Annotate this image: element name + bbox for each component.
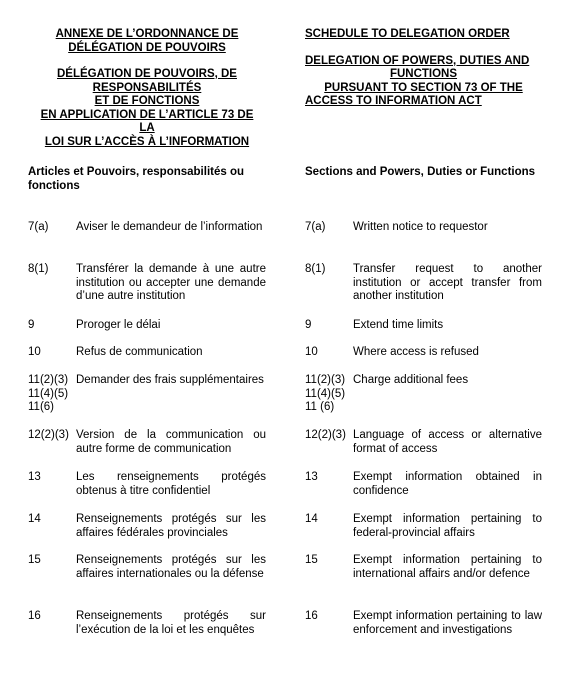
title-line: ACCESS TO INFORMATION ACT	[305, 95, 482, 107]
section-description: Refus de communication	[76, 346, 203, 358]
section-number: 16	[28, 610, 41, 622]
title-line: SCHEDULE TO DELEGATION ORDER	[305, 28, 510, 40]
section-number: 14	[28, 513, 41, 525]
table-row	[305, 346, 542, 360]
table-row	[305, 471, 542, 498]
table-row	[305, 319, 542, 333]
section-number: 8(1)	[305, 263, 326, 275]
table-row	[28, 319, 266, 333]
table-row	[28, 610, 266, 637]
table-row	[28, 346, 266, 360]
section-number: 15	[305, 554, 318, 566]
section-number: 13	[305, 471, 318, 483]
title-line: EN APPLICATION DE L’ARTICLE 73 DE	[40, 108, 254, 121]
title-line: DÉLÉGATION DE POUVOIRS	[68, 41, 226, 54]
table-row	[28, 374, 266, 415]
table-row	[28, 513, 266, 540]
table-row	[305, 221, 542, 235]
table-row	[305, 610, 542, 637]
table-row	[305, 263, 542, 304]
section-description: Exempt information obtained in confidence	[353, 471, 542, 497]
section-number: 11(2)(3) 11(4)(5) 11(6)	[28, 374, 69, 413]
section-number: 13	[28, 471, 41, 483]
section-description: Les renseignements protégés obtenus à titre confidentiel	[76, 471, 266, 497]
title-line: PURSUANT TO SECTION 73 OF THE	[324, 81, 523, 94]
section-description: Renseignements protégés sur les affaires internationales ou la défense	[76, 554, 266, 580]
table-row	[305, 554, 542, 581]
title-line: FUNCTIONS	[389, 68, 458, 80]
french-heading: Articles et Pouvoirs, responsabilités ou fonctions	[28, 166, 245, 192]
section-description: Extend time limits	[353, 319, 444, 331]
section-description: Where access is refused	[353, 346, 479, 358]
table-row	[305, 429, 542, 456]
section-description: Exempt information pertaining to international affairs and/or defence	[353, 554, 542, 580]
title-line: DÉLÉGATION DE POUVOIRS, DE	[57, 68, 237, 80]
french-title-block-2	[28, 68, 266, 149]
section-description: Proroger le délai	[76, 319, 161, 331]
section-description: Language of access or alternative format of access	[353, 429, 542, 455]
section-description: Exempt information pertaining to federal-provincial affairs	[353, 513, 542, 539]
section-number: 15	[28, 554, 41, 566]
english-title	[305, 28, 542, 109]
table-row	[28, 221, 266, 235]
title-line: LA	[139, 122, 155, 134]
section-number: 9	[305, 319, 312, 331]
title-line: LOI SUR L’ACCÈS À L’INFORMATION	[44, 135, 250, 148]
section-description: Demander des frais supplémentaires	[76, 374, 264, 386]
english-title-block-1	[305, 28, 542, 42]
english-heading: Sections and Powers, Duties or Functions	[305, 166, 536, 178]
section-number: 16	[305, 610, 318, 622]
section-number: 9	[28, 319, 35, 331]
table-row	[305, 513, 542, 540]
section-description: Exempt information pertaining to law enforcement and investigations	[353, 610, 542, 636]
table-row	[305, 374, 542, 415]
title-line: ET DE FONCTIONS	[94, 95, 200, 107]
table-row	[28, 471, 266, 498]
title-line: ANNEXE DE L’ORDONNANCE DE	[55, 28, 239, 40]
table-row	[28, 263, 266, 304]
table-row	[28, 429, 266, 456]
section-description: Transférer la demande à une autre institution ou accepter une demande d’une autre institution	[76, 263, 266, 302]
section-number: 10	[305, 346, 318, 358]
section-description: Renseignements protégés sur l’exécution de la loi et les enquêtes	[76, 610, 266, 636]
english-title-block-2	[305, 55, 542, 109]
french-title-block-1	[28, 28, 266, 55]
section-number: 14	[305, 513, 318, 525]
title-line: RESPONSABILITÉS	[92, 81, 202, 94]
section-description: Transfer request to another institution or accept transfer from another institution	[353, 263, 542, 302]
section-number: 12(2)(3)	[305, 429, 346, 441]
section-number: 7(a)	[305, 221, 326, 233]
title-line: DELEGATION OF POWERS, DUTIES AND	[305, 54, 530, 67]
section-number: 10	[28, 346, 41, 358]
section-description: Version de la communication ou autre forme de communication	[76, 429, 266, 455]
section-number: 8(1)	[28, 263, 49, 275]
table-row	[28, 554, 266, 581]
section-description: Written notice to requestor	[353, 221, 488, 233]
french-title	[28, 28, 266, 149]
section-number: 7(a)	[28, 221, 49, 233]
section-number: 11(2)(3) 11(4)(5) 11 (6)	[305, 374, 346, 413]
section-description: Charge additional fees	[353, 374, 469, 386]
section-description: Renseignements protégés sur les affaires fédérales provinciales	[76, 513, 266, 539]
section-description: Aviser le demandeur de l’information	[76, 221, 263, 233]
section-number: 12(2)(3)	[28, 429, 69, 441]
